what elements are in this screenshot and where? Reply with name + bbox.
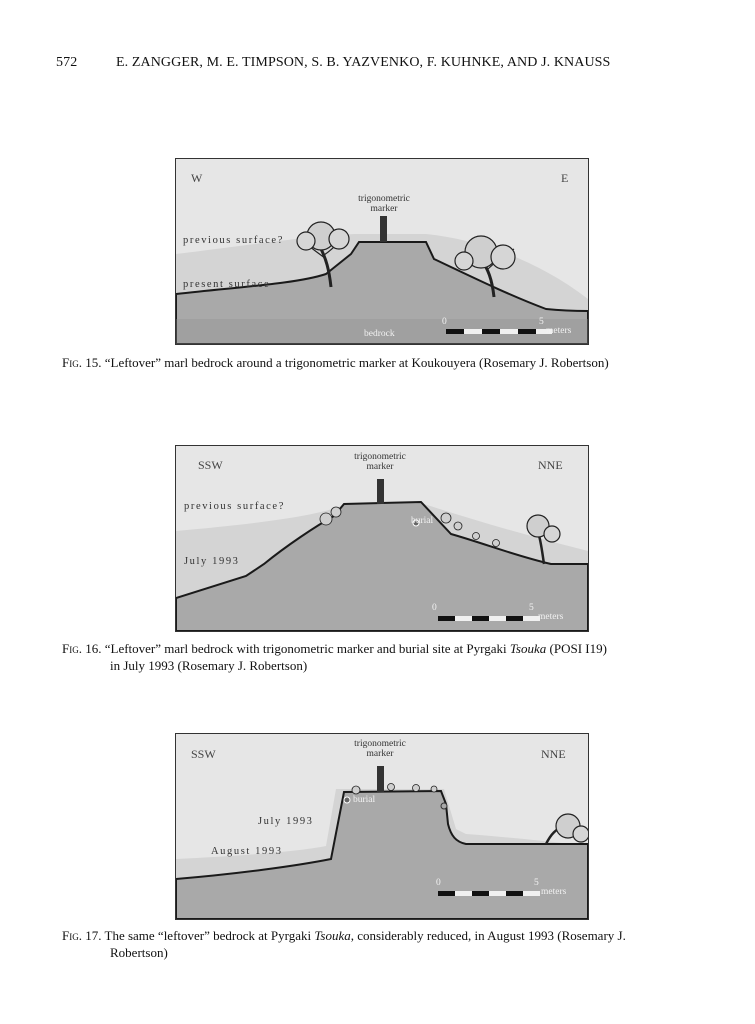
marker-label: trigonometric marker: [358, 194, 410, 214]
scale-unit: meters: [538, 612, 564, 622]
direction-right: NNE: [538, 458, 563, 472]
direction-left: W: [191, 171, 203, 185]
tree-right: [546, 814, 588, 844]
author-line: E. ZANGGER, M. E. TIMPSON, S. B. YAZVENKO, F. KUHNKE, AND J. KNAUSS: [116, 55, 611, 70]
burial-label: burial: [411, 516, 434, 526]
scale-bar: [446, 329, 552, 334]
present-surface-label: present surface: [183, 279, 271, 290]
caption-fig-16: Fig. 16. “Leftover” marl bedrock with trigonometric marker and burial site at Pyrgaki Tsouka (POSI I19) in July 1993 (Rosemary J. Robertson): [62, 641, 607, 673]
scale-zero: 0: [436, 878, 441, 888]
july-1993-label: July 1993: [258, 816, 314, 827]
caption-fig-15: Fig. 15. “Leftover” marl bedrock around a trigonometric marker at Koukouyera (Rosemary J. Robertson): [62, 355, 609, 370]
page-number: 572: [56, 55, 78, 70]
scale-zero: 0: [432, 603, 437, 613]
figure-16-drawing: [176, 446, 588, 631]
figure-15: [175, 158, 589, 345]
direction-right: NNE: [541, 747, 566, 761]
direction-left: SSW: [191, 747, 216, 761]
figure-17-drawing: [176, 734, 588, 919]
figure-16: [175, 445, 589, 632]
august-1993-label: August 1993: [211, 846, 283, 857]
scale-bar: [438, 616, 540, 621]
figure-17: [175, 733, 589, 920]
scale-five: 5: [539, 317, 544, 327]
direction-left: SSW: [198, 458, 223, 472]
figure-15-drawing: [176, 159, 588, 344]
marker-label: trigonometric marker: [354, 739, 406, 759]
scale-five: 5: [534, 878, 539, 888]
caption-fig-17: Fig. 17. The same “leftover” bedrock at Pyrgaki Tsouka, considerably reduced, in August 1993 (Rosemary J. Robertson): [62, 928, 626, 960]
scale-five: 5: [529, 603, 534, 613]
previous-surface-label: previous surface?: [184, 501, 285, 512]
scale-zero: 0: [442, 317, 447, 327]
previous-surface-label: previous surface?: [183, 235, 284, 246]
july-1993-label: July 1993: [184, 556, 240, 567]
burial-label: burial: [353, 795, 376, 805]
bedrock-label: bedrock: [364, 329, 395, 339]
scale-unit: meters: [546, 326, 572, 336]
scale-bar: [438, 891, 540, 896]
scale-unit: meters: [541, 887, 567, 897]
direction-right: E: [561, 171, 569, 185]
marker-label: trigonometric marker: [354, 452, 406, 472]
